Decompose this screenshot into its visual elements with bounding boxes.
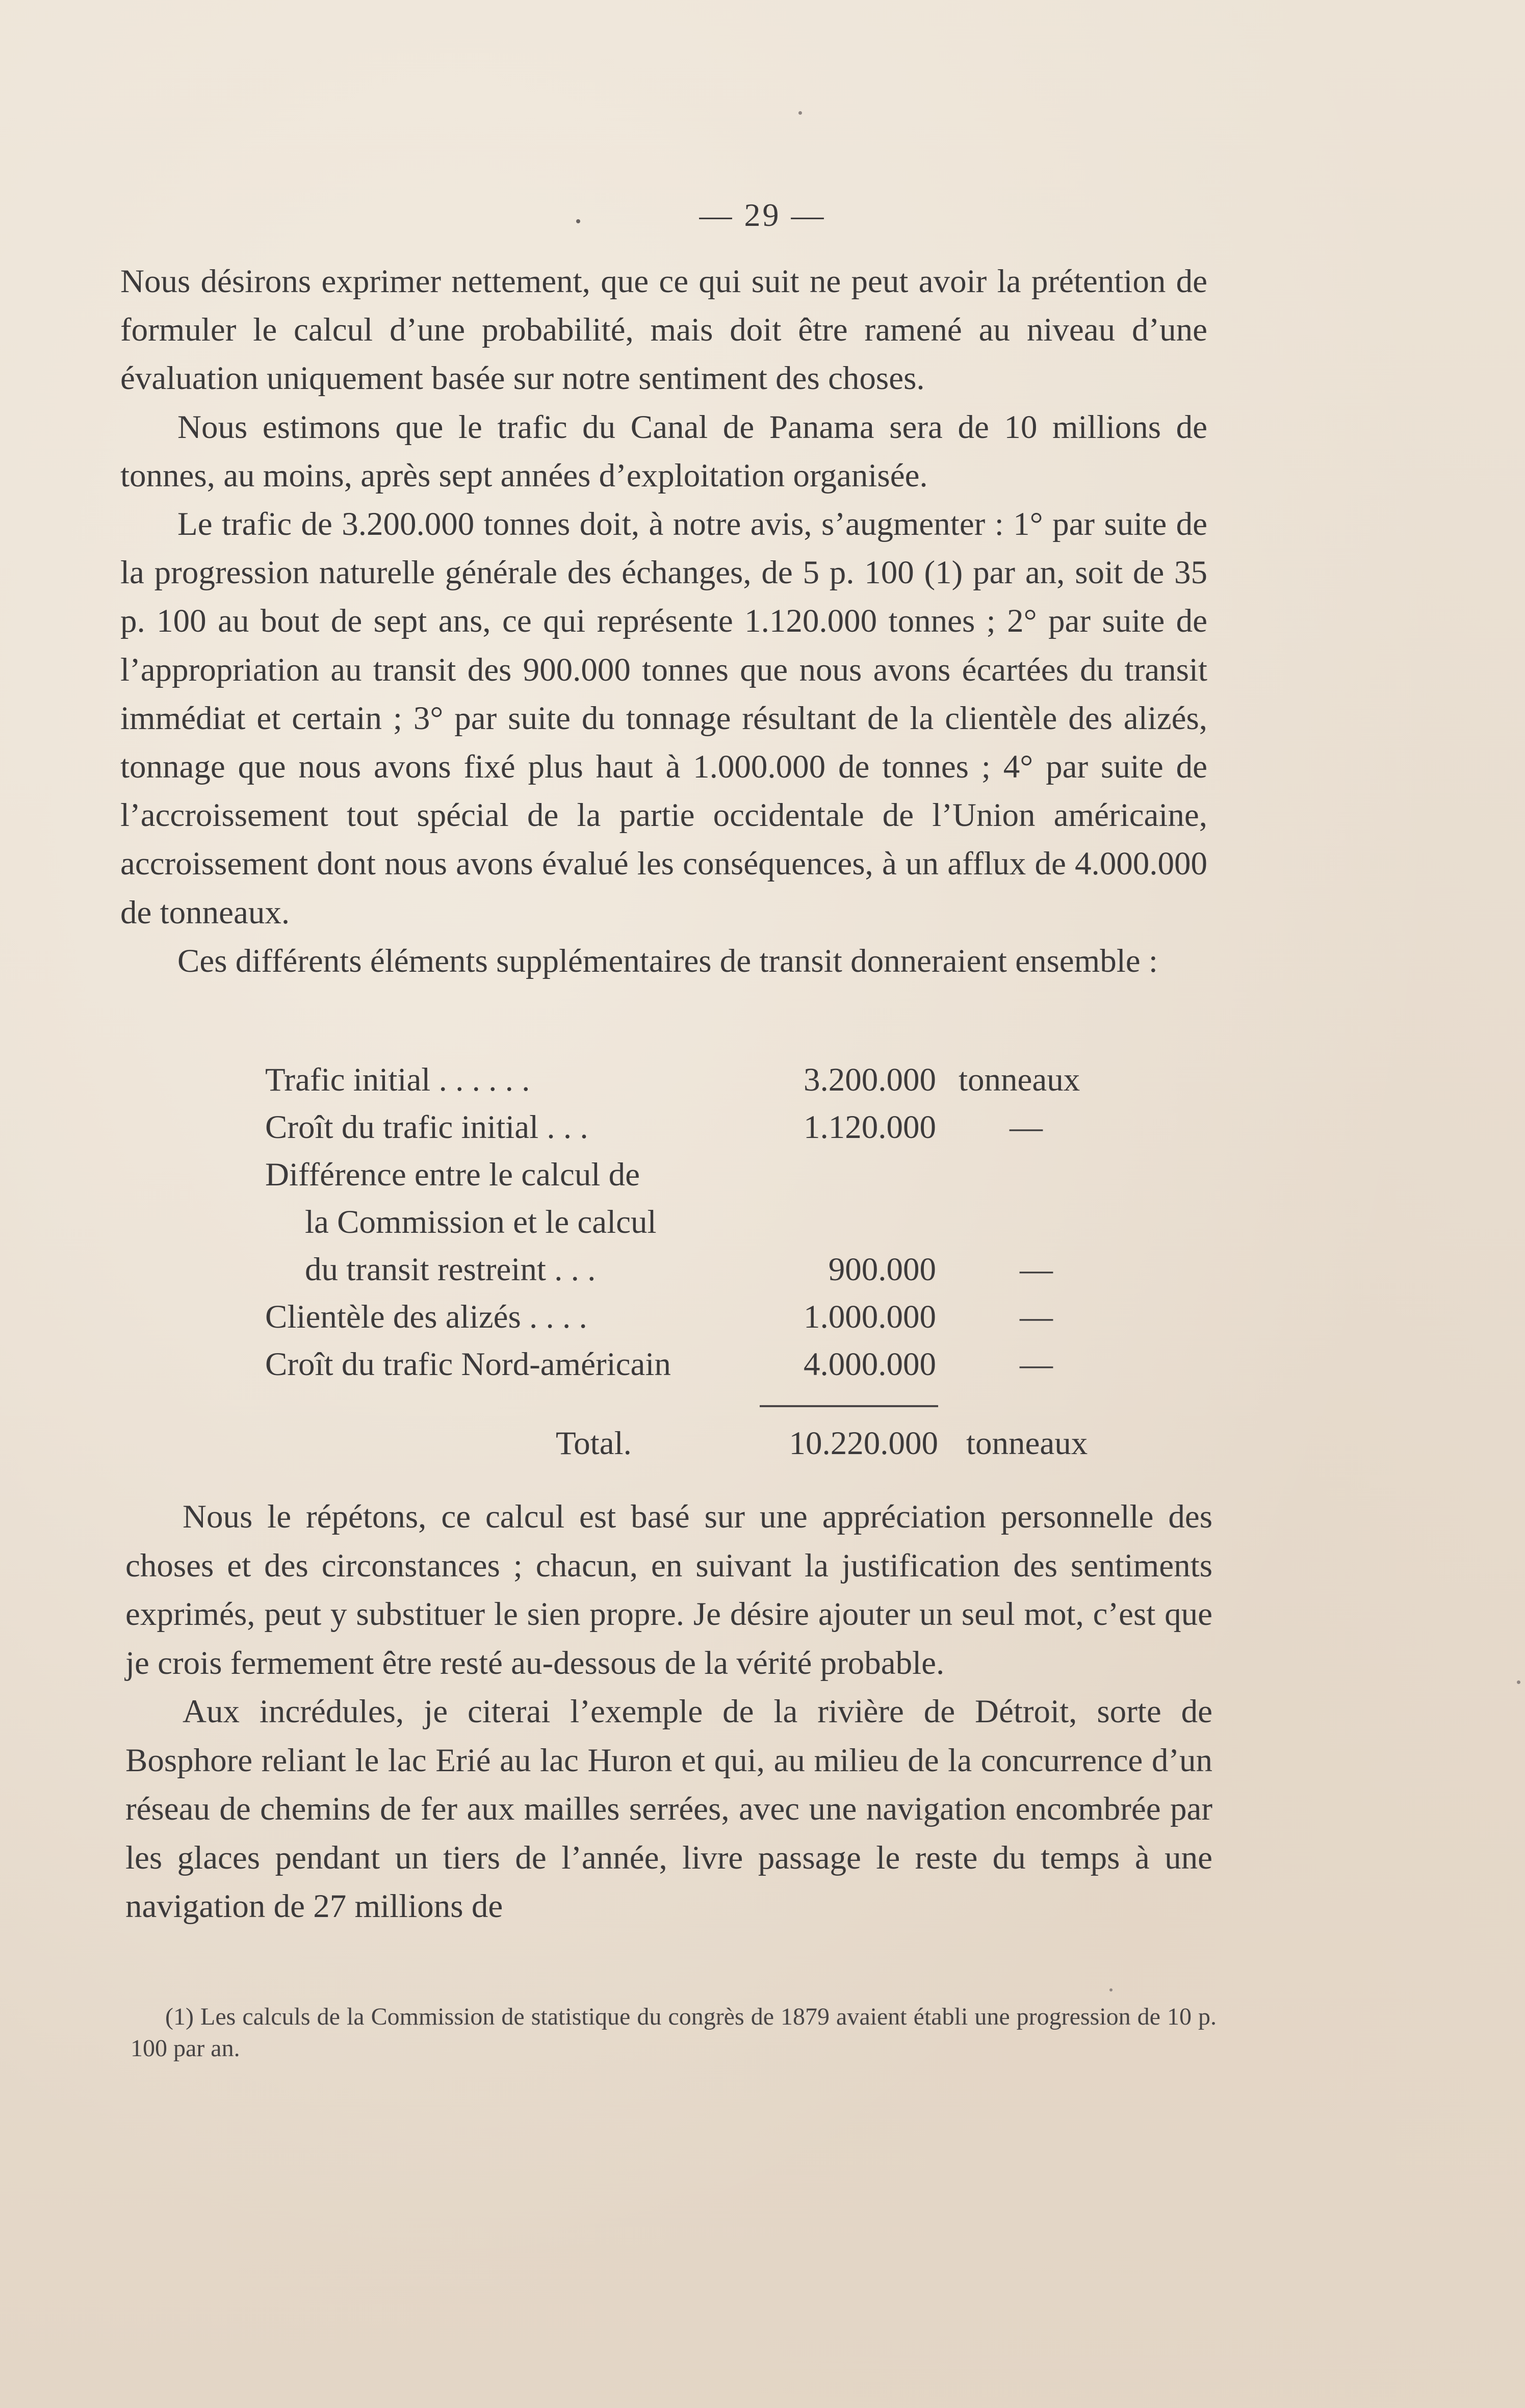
- paragraph-6: Aux incrédules, je citerai l’exemple de la rivière de Détroit, sorte de Bosphore reliant le lac Erié au lac Huron et qui, au milieu de la concurrence d’un réseau de chemins de fer aux mailles serrées, avec une navigation encombrée par les glaces pendant un tiers de l’année, livre passage le reste du temps à une navigation de 27 millions de: [125, 1693, 1212, 1925]
- row-label: Clientèle des alizés . . . .: [265, 1299, 587, 1335]
- total-row: [0, 1420, 1525, 1467]
- row-unit: —: [1010, 1109, 1043, 1146]
- row-label: Croît du trafic Nord-américain: [265, 1346, 671, 1383]
- footnote-text: (1) Les calculs de la Commission de statistique du congrès de 1879 avaient établi une progression de 10 p. 100 par an.: [131, 2003, 1217, 2062]
- main-text-top: [120, 257, 1207, 986]
- row-label: la Commission et le calcul: [305, 1204, 657, 1240]
- total-label: Total.: [556, 1425, 632, 1462]
- table-row: [265, 1056, 1132, 1104]
- main-text-bottom: [125, 1493, 1212, 1931]
- traffic-table: [265, 1056, 1132, 1388]
- paragraph-1: Nous désirons exprimer nettement, que ce qui suit ne peut avoir la prétention de formuler le calcul d’une probabilité, mais doit être ramené au niveau d’une évaluation uniquement basée sur notre sentiment des choses.: [120, 263, 1207, 397]
- row-amount: 900.000: [828, 1251, 936, 1288]
- total-amount: 10.220.000: [789, 1425, 938, 1462]
- table-row: [265, 1293, 1132, 1341]
- paragraph-4: Ces différents éléments supplémentaires de transit donneraient ensemble :: [177, 942, 1158, 979]
- paper-speck: [798, 111, 802, 115]
- row-unit: —: [1020, 1346, 1053, 1383]
- table-row: [265, 1199, 1132, 1246]
- paper-speck: [1517, 1680, 1520, 1684]
- footnote: [131, 2001, 1217, 2064]
- total-unit: tonneaux: [966, 1425, 1088, 1462]
- row-amount: 1.120.000: [804, 1109, 936, 1146]
- paragraph-3: Le trafic de 3.200.000 tonnes doit, à notre avis, s’augmenter : 1° par suite de la progression naturelle générale des échanges, de 5 p. 100 (1) par an, soit de 35 p. 100 au bout de sept ans, ce qui représente 1.120.000 tonnes ; 2° par suite de l’appropriation au transit des 900.000 tonnes que nous avons écartées du transit immédiat et certain ; 3° par suite du tonnage résultant de la clientèle des alizés, tonnage que nous avons fixé plus haut à 1.000.000 de tonnes ; 4° par suite de l’accroissement tout spécial de la partie occidentale de l’Union américaine, accroissement dont nous avons évalué les conséquences, à un afflux de 4.000.000 de tonneaux.: [120, 506, 1207, 931]
- table-row: [265, 1341, 1132, 1388]
- row-unit: —: [1020, 1251, 1053, 1288]
- paper-speck: [1109, 1988, 1113, 1991]
- row-label: du transit restreint . . .: [305, 1251, 596, 1288]
- row-label: Trafic initial . . . . . .: [265, 1061, 530, 1098]
- table-row: [265, 1151, 1132, 1199]
- row-amount: 3.200.000: [804, 1061, 936, 1098]
- table-row: [265, 1104, 1132, 1151]
- row-label: Différence entre le calcul de: [265, 1156, 640, 1193]
- paragraph-2: Nous estimons que le trafic du Canal de Panama sera de 10 millions de tonnes, au moins, après sept années d’exploitation organisée.: [120, 408, 1207, 494]
- row-amount: 1.000.000: [804, 1299, 936, 1335]
- row-unit: tonneaux: [959, 1061, 1080, 1098]
- table-row: [265, 1246, 1132, 1293]
- paragraph-5: Nous le répétons, ce calcul est basé sur une appréciation personnelle des choses et des circonstances ; chacun, en suivant la justification des sentiments exprimés, peut y substituer le sien propre. Je désire ajouter un seul mot, c’est que je crois fermement être resté au-dessous de la vérité probable.: [125, 1498, 1212, 1681]
- row-unit: —: [1020, 1299, 1053, 1335]
- sum-rule: [760, 1405, 938, 1407]
- page-number: — 29 —: [699, 197, 826, 233]
- row-amount: 4.000.000: [804, 1346, 936, 1383]
- row-label: Croît du trafic initial . . .: [265, 1109, 588, 1146]
